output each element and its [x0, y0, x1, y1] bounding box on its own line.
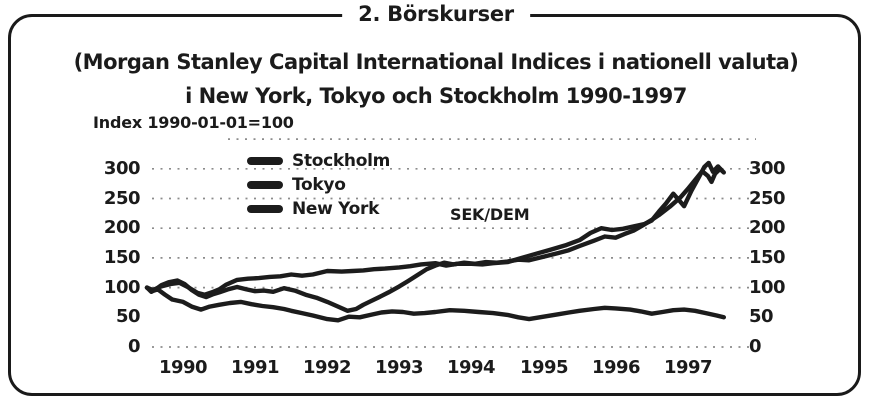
y-tick-left-200: 200: [103, 217, 140, 238]
chart-legend: [247, 149, 390, 221]
x-tick-1996: 1996: [591, 357, 641, 378]
legend-label: New York: [292, 199, 380, 219]
series-line-stockholm: [147, 169, 724, 311]
x-tick-1994: 1994: [446, 357, 496, 378]
y-tick-left-300: 300: [103, 158, 140, 179]
y-tick-right-0: 0: [749, 336, 762, 357]
legend-item-tokyo: [247, 173, 390, 197]
y-tick-left-250: 250: [103, 188, 140, 209]
index-base-note: Index 1990-01-01=100: [93, 113, 294, 132]
x-tick-1995: 1995: [519, 357, 569, 378]
legend-line-marker-icon: [247, 157, 283, 165]
legend-line-marker-icon: [247, 181, 283, 189]
x-tick-1992: 1992: [302, 357, 352, 378]
x-tick-1997: 1997: [663, 357, 713, 378]
x-tick-1991: 1991: [230, 357, 280, 378]
legend-label: Stockholm: [292, 151, 391, 171]
x-tick-1990: 1990: [158, 357, 208, 378]
x-tick-1993: 1993: [374, 357, 424, 378]
legend-line-marker-icon: [247, 205, 283, 213]
y-tick-right-200: 200: [749, 217, 786, 238]
y-tick-right-150: 150: [749, 247, 786, 268]
legend-item-stockholm: [247, 149, 390, 173]
y-tick-left-150: 150: [103, 247, 140, 268]
y-tick-left-0: 0: [127, 336, 140, 357]
y-tick-left-100: 100: [103, 277, 140, 298]
figure-subtitle-line1: (Morgan Stanley Capital International Indices i nationell valuta): [73, 50, 799, 74]
y-tick-left-50: 50: [115, 306, 140, 327]
y-tick-right-300: 300: [749, 158, 786, 179]
figure-subtitle-line2: i New York, Tokyo och Stockholm 1990-1997: [185, 84, 687, 108]
legend-label: Tokyo: [292, 175, 346, 195]
y-tick-right-250: 250: [749, 188, 786, 209]
sek-dem-annotation: SEK/DEM: [450, 205, 530, 224]
series-line-tokyo: [147, 288, 724, 321]
legend-item-new-york: [247, 197, 390, 221]
y-tick-right-50: 50: [749, 306, 774, 327]
y-tick-right-100: 100: [749, 277, 786, 298]
figure-title: 2. Börskurser: [342, 2, 530, 26]
